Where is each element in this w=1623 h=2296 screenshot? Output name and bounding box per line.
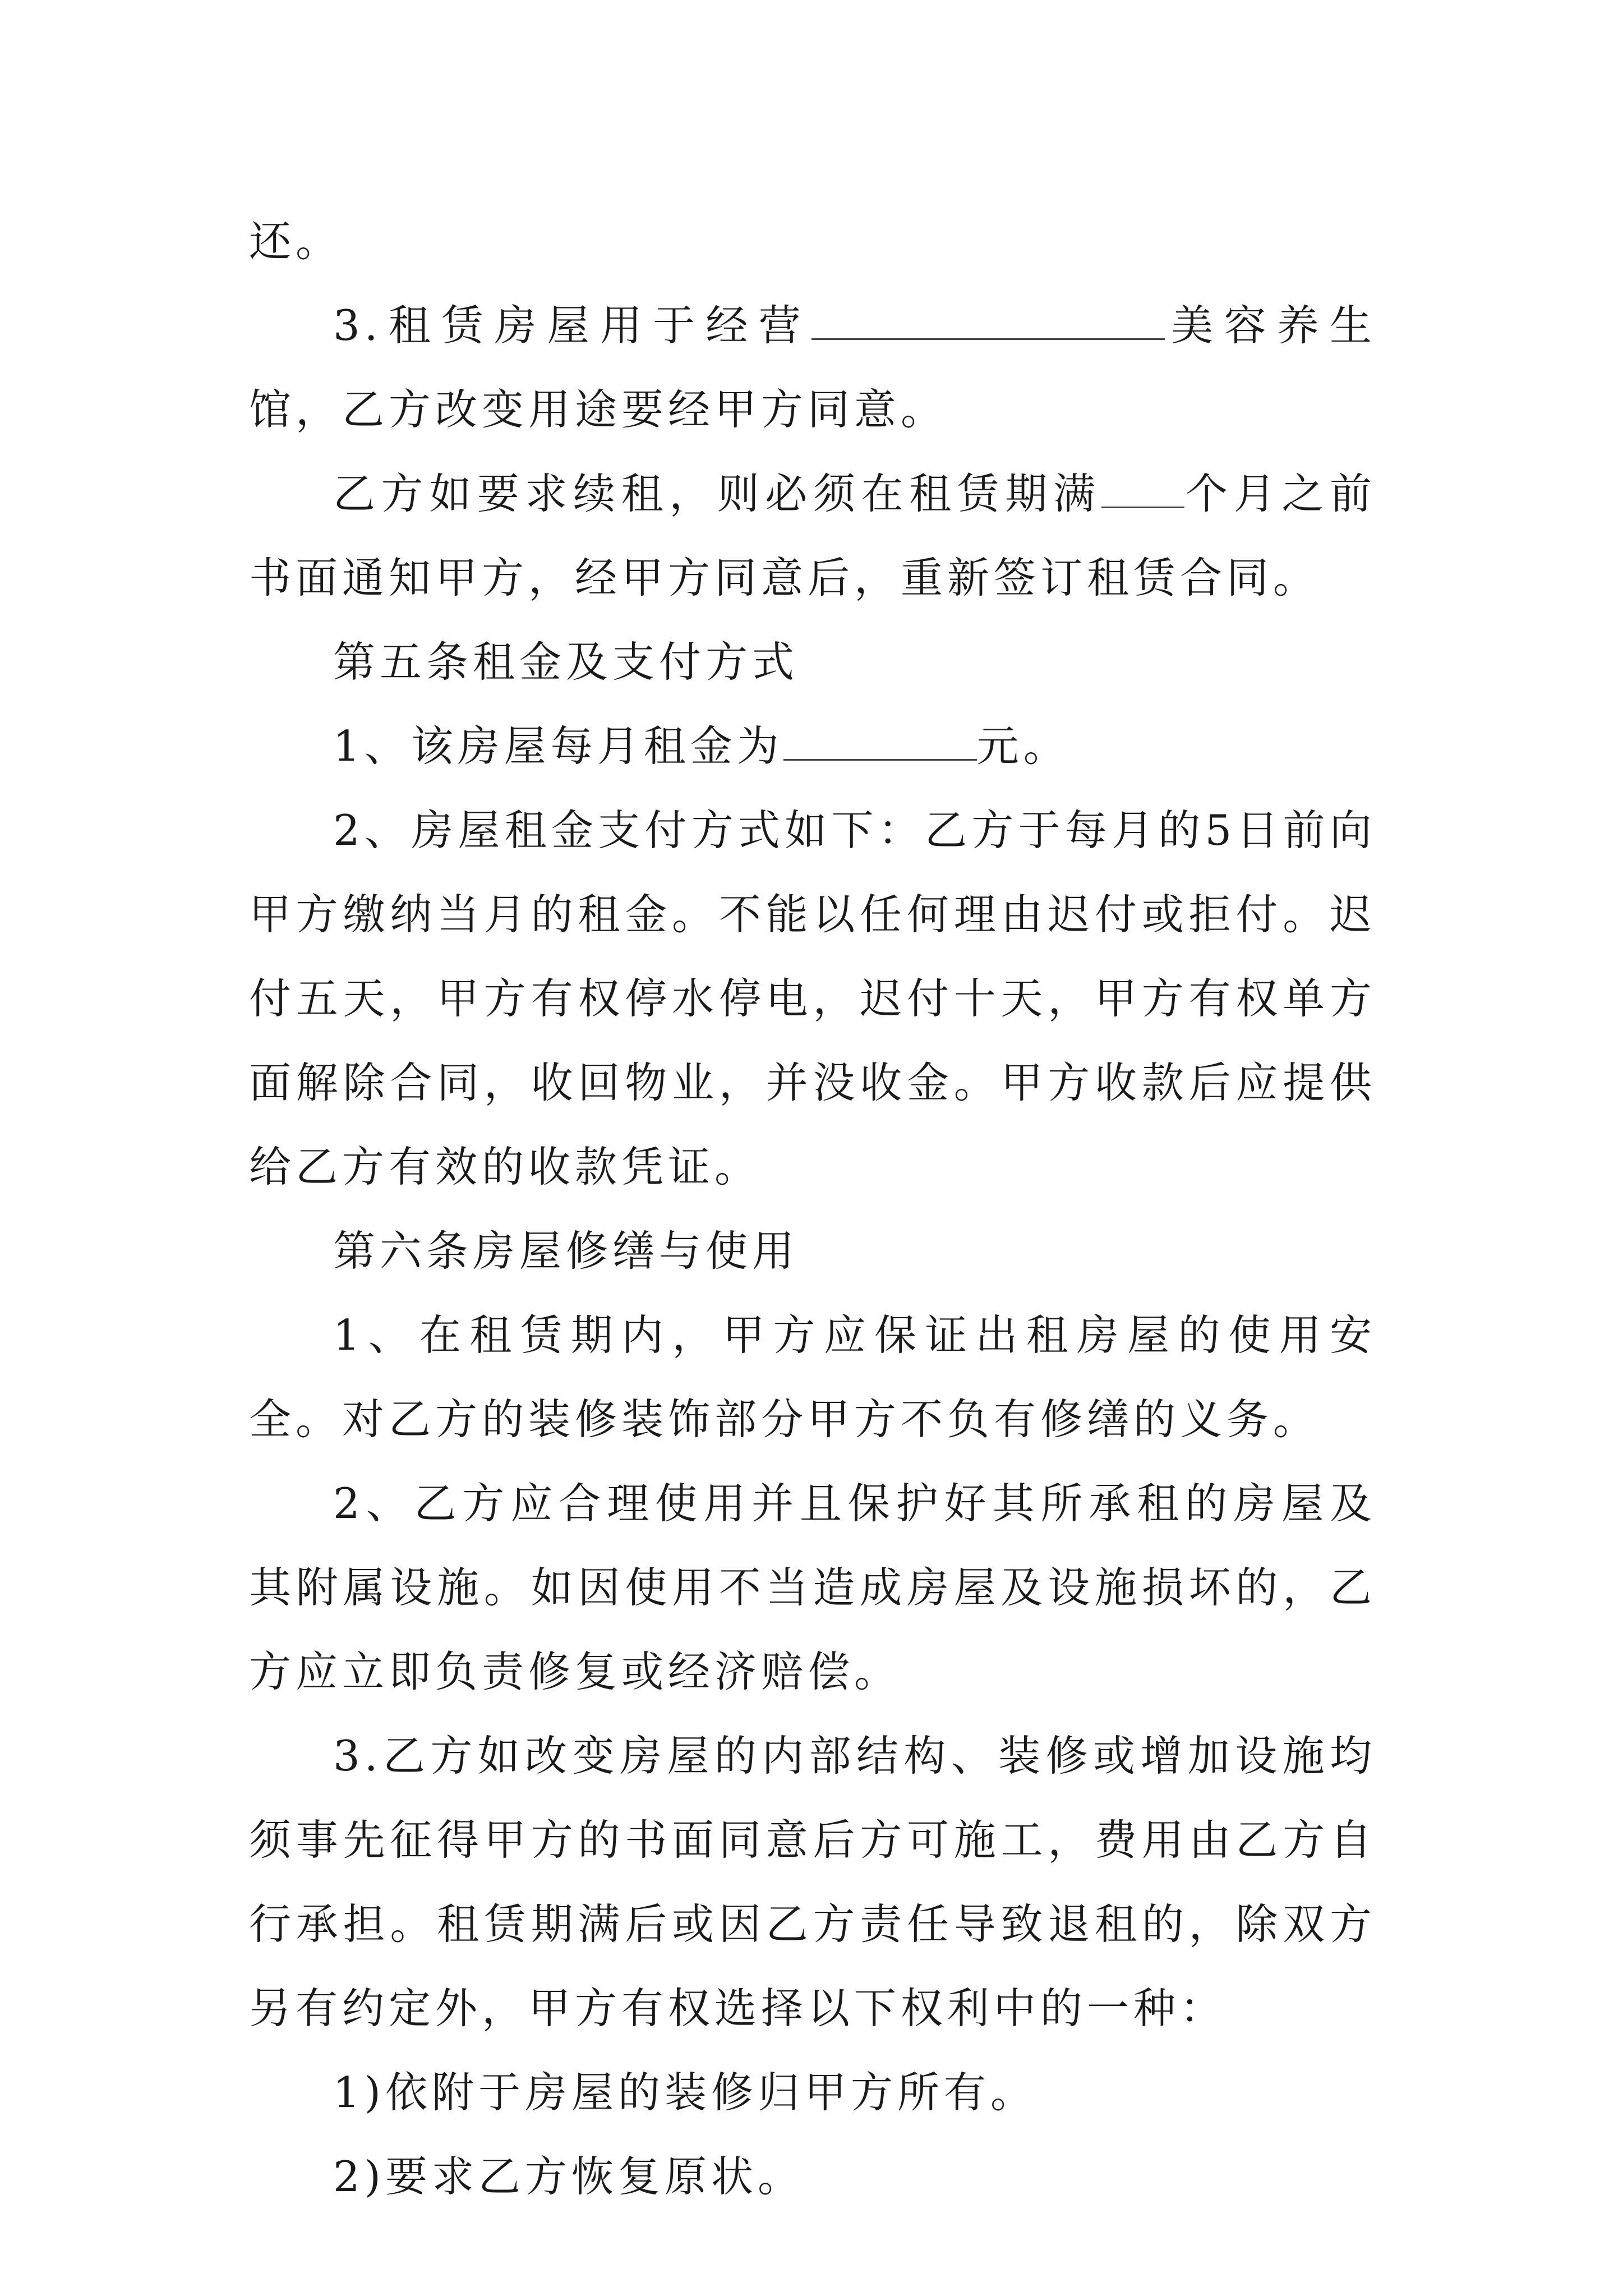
fill-in-blank-business-type <box>811 289 1165 340</box>
paragraph-reasonable-use <box>249 1461 1376 1714</box>
section-heading-text: 第六条房屋修缮与使用 <box>333 1226 799 1276</box>
section-heading-text: 第五条租金及支付方式 <box>333 637 799 687</box>
paragraph-payment-method <box>249 788 1376 1209</box>
paragraph-text-after-blank: 美容养生馆，乙方改变用途要经甲方同意。 <box>249 301 1376 434</box>
paragraph-text-before-blank: 3.租赁房屋用于经营 <box>333 301 811 350</box>
paragraph-repair-safety <box>249 1293 1376 1461</box>
section-heading-rent <box>249 620 1376 704</box>
list-item-text: 1)依附于房屋的装修归甲方所有。 <box>333 2068 1037 2117</box>
paragraph-text-after-blank: 元。 <box>976 721 1070 771</box>
document-page <box>249 199 1376 2219</box>
paragraph-renewal-clause <box>249 452 1376 620</box>
paragraph-text-before-blank: 乙方如要求续租，则必须在租赁期满 <box>333 469 1101 518</box>
paragraph-text-after-blank: 个月之前书面通知甲方，经甲方同意后，重新签订租赁合同。 <box>249 469 1376 602</box>
paragraph-text: 2、乙方应合理使用并且保护好其所承租的房屋及其附属设施。如因使用不当造成房屋及设施损坏的，乙方应立即负责修复或经济赔偿。 <box>249 1479 1376 1696</box>
paragraph-text-before-blank: 1、该房屋每月租金为 <box>333 721 783 771</box>
paragraph-continuation <box>249 199 1376 283</box>
list-item-text: 2)要求乙方恢复原状。 <box>333 2152 804 2201</box>
section-heading-repair <box>249 1209 1376 1293</box>
paragraph-structure-change <box>249 1714 1376 2050</box>
list-item-option-1 <box>249 2050 1376 2134</box>
paragraph-usage-clause <box>249 283 1376 452</box>
fill-in-blank-months <box>1101 457 1184 508</box>
list-item-option-2 <box>249 2134 1376 2219</box>
paragraph-text: 2、房屋租金支付方式如下：乙方于每月的5日前向甲方缴纳当月的租金。不能以任何理由迟付或拒付。迟付五天，甲方有权停水停电，迟付十天，甲方有权单方面解除合同，收回物业，并没收金。甲方收款后应提供给乙方有效的收款凭证。 <box>249 806 1376 1191</box>
paragraph-monthly-rent <box>249 704 1376 788</box>
paragraph-text: 3.乙方如改变房屋的内部结构、装修或增加设施均须事先征得甲方的书面同意后方可施工，费用由乙方自行承担。租赁期满后或因乙方责任导致退租的，除双方另有约定外，甲方有权选择以下权利中的一种： <box>249 1731 1376 2033</box>
fill-in-blank-rent-amount <box>783 710 977 761</box>
paragraph-text: 1、在租赁期内，甲方应保证出租房屋的使用安全。对乙方的装修装饰部分甲方不负有修缮的义务。 <box>249 1310 1376 1444</box>
paragraph-text: 还。 <box>249 217 343 266</box>
